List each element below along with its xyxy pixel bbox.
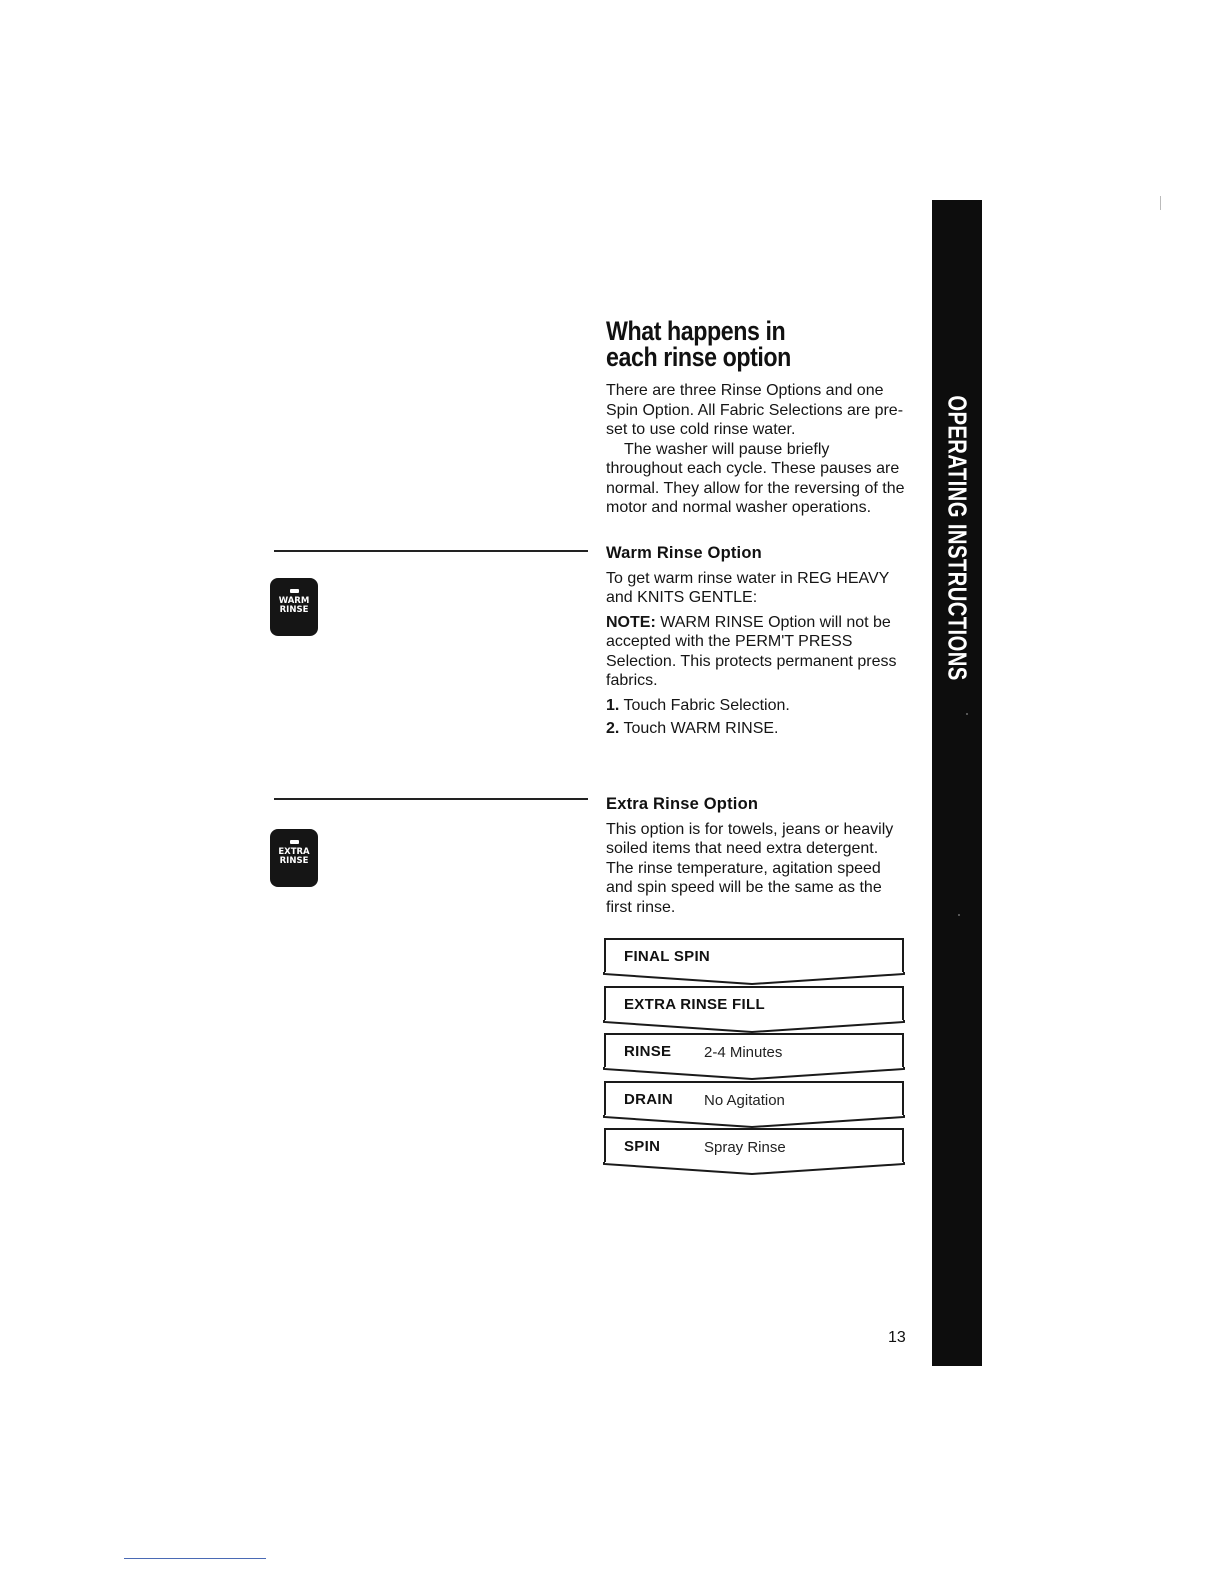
warm-rinse-button-icon: WARM RINSE bbox=[270, 578, 318, 636]
flow-step-final-spin bbox=[604, 938, 904, 972]
scan-speck bbox=[1160, 196, 1161, 210]
extra-rinse-button-icon: EXTRA RINSE bbox=[270, 829, 318, 887]
warm-rinse-note: NOTE: WARM RINSE Option will not be accepted with the PERM'T PRESS Selection. This protects permanent press fabrics. bbox=[606, 613, 897, 689]
extra-rinse-paragraph: This option is for towels, jeans or heavily soiled items that need extra detergent. The rinse temperature, agitation speed and spin speed will be the same as the first rinse. bbox=[606, 820, 894, 916]
indicator-light-icon bbox=[290, 840, 299, 844]
flow-step-label: RINSE bbox=[624, 1043, 672, 1060]
flow-step-label: EXTRA RINSE FILL bbox=[624, 996, 765, 1013]
flow-step-desc: Spray Rinse bbox=[704, 1139, 786, 1156]
flow-arrow-icon bbox=[602, 972, 906, 986]
flow-step-extra-rinse-fill bbox=[604, 986, 904, 1020]
flow-step-label: SPIN bbox=[624, 1138, 661, 1155]
page-title bbox=[606, 318, 906, 370]
scan-edge-line bbox=[124, 1558, 266, 1559]
flow-step-desc: No Agitation bbox=[704, 1092, 785, 1109]
flow-step-label: FINAL SPIN bbox=[624, 948, 711, 965]
intro-paragraph-1: There are three Rinse Options and one Spin Option. All Fabric Selections are pre-set to use cold rinse water. bbox=[606, 382, 904, 438]
section-side-tab bbox=[932, 200, 982, 1366]
flow-step-rinse bbox=[604, 1033, 904, 1067]
flow-step-label: DRAIN bbox=[624, 1091, 673, 1108]
flow-arrow-icon bbox=[602, 1162, 906, 1176]
extra-rinse-title: Extra Rinse Option bbox=[606, 795, 759, 813]
warm-rinse-paragraph: To get warm rinse water in REG HEAVY and KNITS GENTLE: bbox=[606, 569, 890, 606]
page-title-line-1: What happens in bbox=[606, 316, 786, 346]
scan-speck bbox=[966, 713, 968, 715]
flow-arrow-icon bbox=[602, 1067, 906, 1081]
flow-arrow-icon bbox=[602, 1115, 906, 1129]
section-divider bbox=[274, 798, 588, 800]
flow-step-drain bbox=[604, 1081, 904, 1115]
flow-step-spin bbox=[604, 1128, 904, 1162]
intro-paragraph-2: The washer will pause briefly throughout each cycle. These pauses are normal. They allow for the reversing of the motor and normal washer operations. bbox=[606, 440, 905, 516]
warm-rinse-step-1: 1. Touch Fabric Selection. bbox=[606, 696, 790, 714]
indicator-light-icon bbox=[290, 589, 299, 593]
flow-arrow-icon bbox=[602, 1020, 906, 1034]
page-title-line-2: each rinse option bbox=[606, 342, 791, 372]
intro-section bbox=[606, 381, 906, 518]
flow-step-desc: 2-4 Minutes bbox=[704, 1044, 783, 1061]
warm-rinse-step-2: 2. Touch WARM RINSE. bbox=[606, 720, 779, 737]
section-divider bbox=[274, 550, 588, 552]
scan-speck bbox=[958, 914, 960, 916]
side-tab-label: OPERATING INSTRUCTIONS bbox=[942, 395, 973, 681]
page-number: 13 bbox=[888, 1329, 906, 1346]
extra-rinse-section bbox=[606, 795, 906, 917]
warm-rinse-title: Warm Rinse Option bbox=[606, 544, 762, 562]
warm-rinse-section bbox=[606, 544, 906, 739]
